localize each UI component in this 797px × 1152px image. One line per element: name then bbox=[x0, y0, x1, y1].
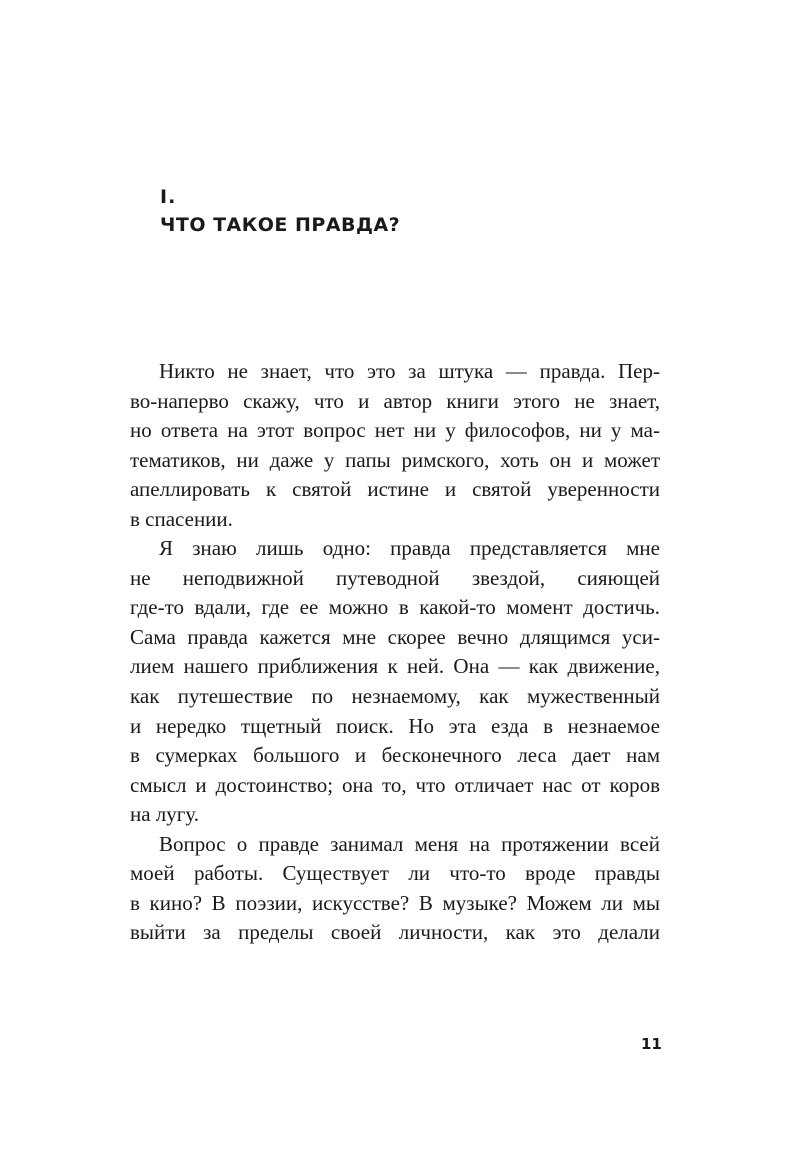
text-line: Сама правда кажется мне скорее вечно длящимся уси- bbox=[130, 624, 660, 649]
text-line: в кино? В поэзии, искусстве? В музыке? Можем ли мы bbox=[130, 890, 660, 915]
text-line: во-наперво скажу, что и автор книги этого не знает, bbox=[130, 388, 660, 413]
chapter-number: I. bbox=[160, 186, 177, 208]
text-line: на лугу. bbox=[130, 802, 200, 827]
text-line: апеллировать к святой истине и святой уверенности bbox=[130, 477, 660, 502]
text-line: смысл и достоинство; она то, что отличает нас от коров bbox=[130, 772, 660, 797]
paragraph-3 bbox=[130, 830, 660, 948]
text-line: где-то вдали, где ее можно в какой-то момент достичь. bbox=[130, 595, 660, 620]
paragraph-1 bbox=[130, 357, 660, 534]
text-line: Вопрос о правде занимал меня на протяжении всей bbox=[159, 831, 660, 856]
body-text bbox=[130, 357, 660, 948]
text-line: моей работы. Существует ли что-то вроде правды bbox=[130, 861, 660, 886]
text-line: лием нашего приближения к ней. Она — как движение, bbox=[130, 654, 660, 679]
text-line: не неподвижной путеводной звездой, сияющей bbox=[130, 565, 660, 590]
text-line: в сумерках большого и бесконечного леса дает нам bbox=[130, 743, 660, 768]
chapter-title: ЧТО ТАКОЕ ПРАВДА? bbox=[160, 214, 401, 236]
text-line: как путешествие по незнаемому, как мужественный bbox=[130, 684, 660, 709]
text-line: в спасении. bbox=[130, 506, 233, 531]
text-line: выйти за пределы своей личности, как это делали bbox=[130, 920, 660, 945]
text-line: Никто не знает, что это за штука — правда. Пер- bbox=[159, 359, 660, 383]
text-line: тематиков, ни даже у папы римского, хоть он и может bbox=[130, 447, 660, 472]
text-line: и нередко тщетный поиск. Но эта езда в незнаемое bbox=[130, 713, 660, 738]
page-number: 11 bbox=[641, 1035, 662, 1053]
text-line: но ответа на этот вопрос нет ни у философов, ни у ма- bbox=[130, 418, 660, 443]
text-line: Я знаю лишь одно: правда представляется мне bbox=[159, 536, 660, 561]
paragraph-2 bbox=[130, 534, 660, 829]
